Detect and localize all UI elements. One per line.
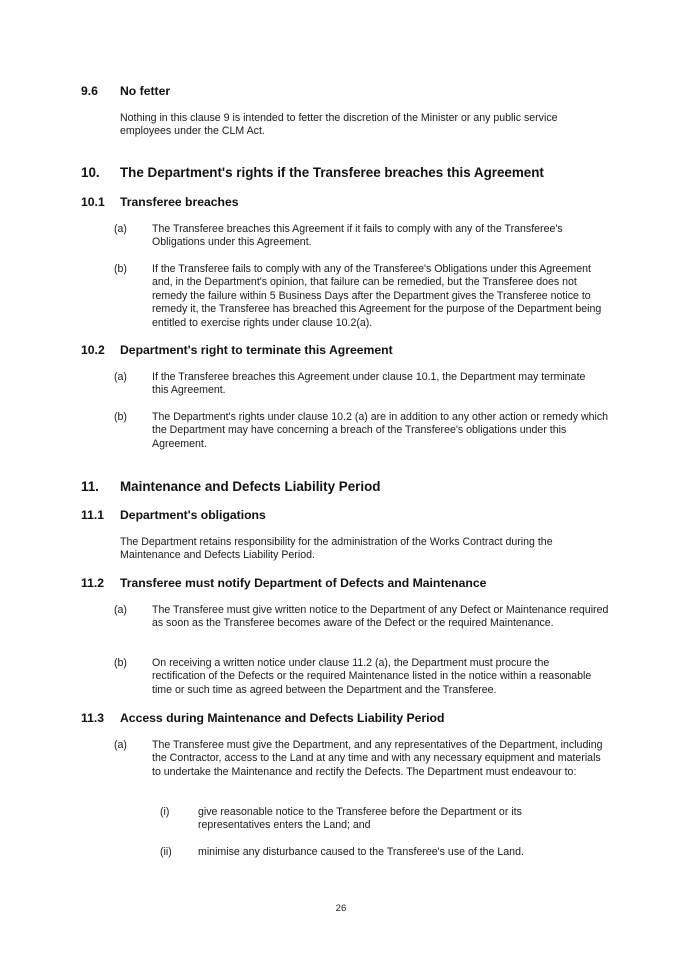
subclause-label: (i): [160, 806, 170, 818]
clause-text: If the Transferee breaches this Agreement under clause 10.1, the Department may terminate this Agreement.: [152, 371, 586, 397]
section-9-6-number: 9.6: [81, 84, 98, 98]
section-11-number: 11.: [81, 479, 99, 494]
clause-text: On receiving a written notice under clause 11.2 (a), the Department must procure the rectification of the Defects or the required Maintenance listed in the notice within a reasonable time or such time as agreed between the Department and the Transferee.: [152, 657, 592, 696]
clause-label: (a): [114, 739, 127, 751]
section-10-2-title: Department's right to terminate this Agreement: [120, 343, 393, 357]
clause-text: The Transferee breaches this Agreement if it fails to comply with any of the Transferee's Obligations under this Agreement.: [152, 223, 563, 249]
section-11-3-title: Access during Maintenance and Defects Liability Period: [120, 711, 445, 725]
section-9-6-body: Nothing in this clause 9 is intended to fetter the discretion of the Minister or any public service employees under the CLM Act.: [120, 112, 558, 138]
clause-label: (a): [114, 604, 127, 616]
clause-label: (a): [114, 371, 127, 383]
clause-text: The Transferee must give written notice to the Department of any Defect or Maintenance required as soon as the Transferee becomes aware of the Defect or the required Maintenance.: [152, 604, 609, 630]
page-number: 26: [335, 903, 347, 914]
section-10-1-number: 10.1: [81, 195, 105, 209]
section-11-2-title: Transferee must notify Department of Defects and Maintenance: [120, 576, 487, 590]
subclause-text: minimise any disturbance caused to the Transferee's use of the Land.: [198, 846, 524, 858]
section-9-6-title: No fetter: [120, 84, 171, 98]
section-10-title: The Department's rights if the Transferee breaches this Agreement: [120, 165, 544, 180]
clause-label: (b): [114, 657, 127, 669]
clause-text: The Transferee must give the Department, and any representatives of the Department, including the Contractor, access to the Land at any time and with any necessary equipment and materials to undertake the Maintenance and rectify the Defects. The Department must endeavour to:: [152, 739, 603, 778]
clause-text: If the Transferee fails to comply with any of the Transferee's Obligations under this Agreement and, in the Department's opinion, that failure can be remedied, but the Transferee does not remedy the failure within 5 Business Days after the Department gives the Transferee notice to remedy it, the Transferee has breached this Agreement for the purpose of the Department being entitled to exercise rights under clause 10.2(a).: [152, 263, 602, 329]
section-11-title: Maintenance and Defects Liability Period: [120, 479, 381, 494]
clause-text: The Department's rights under clause 10.2 (a) are in addition to any other action or remedy which the Department may have concerning a breach of the Transferee's obligations under this Agreement.: [152, 411, 609, 450]
clause-label: (b): [114, 263, 127, 275]
subclause-text: give reasonable notice to the Transferee before the Department or its representatives enters the Land; and: [198, 806, 522, 832]
clause-label: (b): [114, 411, 127, 423]
section-11-1-title: Department's obligations: [120, 508, 266, 522]
section-11-3-number: 11.3: [81, 711, 105, 725]
subclause-label: (ii): [160, 846, 172, 858]
section-11-1-number: 11.1: [81, 508, 105, 522]
section-10-number: 10.: [81, 165, 100, 180]
section-11-2-number: 11.2: [81, 576, 105, 590]
clause-label: (a): [114, 223, 127, 235]
section-10-1-title: Transferee breaches: [120, 195, 239, 209]
section-10-2-number: 10.2: [81, 343, 105, 357]
section-11-1-body: The Department retains responsibility for the administration of the Works Contract during the Maintenance and Defects Liability Period.: [120, 536, 553, 562]
